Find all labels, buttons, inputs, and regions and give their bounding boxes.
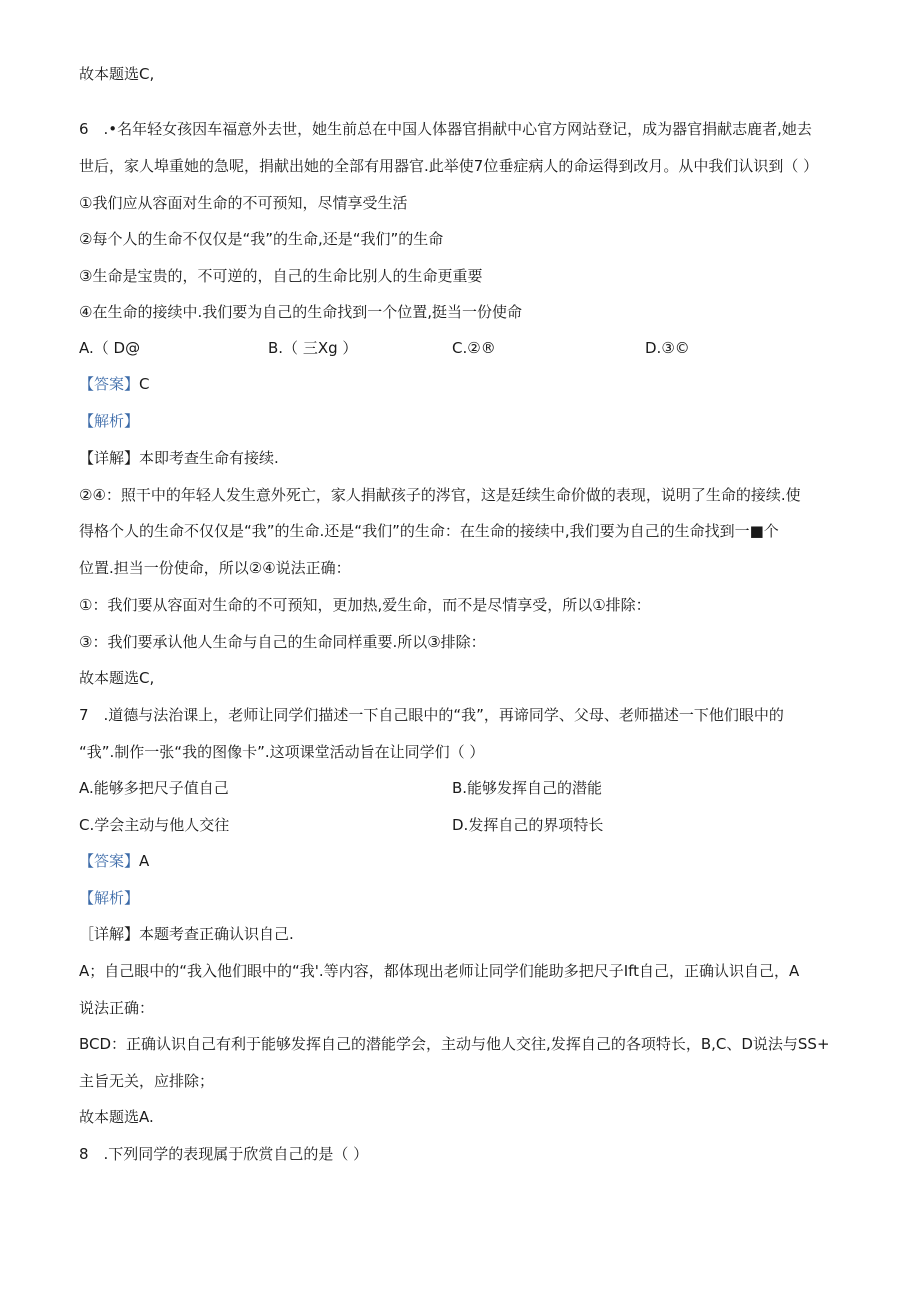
explanation-line: 主旨无关，应排除； xyxy=(79,1072,215,1090)
analysis-tag: 【解析】 xyxy=(79,412,140,430)
answer-value: A xyxy=(139,852,150,870)
question-7-stem: “我”.制作一张“我的图像卡”.这项课堂活动旨在让同学们（ ） xyxy=(79,743,485,761)
explanation-line: ②④：照干中的年轻人发生意外死亡，家人捐献孩子的涔官，这是廷续生命价做的表现，说明了生命的接续.使 xyxy=(79,486,801,504)
option-a: A.（ D@ xyxy=(79,339,141,357)
statement-1: ①我们应从容面对生命的不可预知，尽情享受生活 xyxy=(79,194,408,212)
explanation-line: ③：我们要承认他人生命与自己的生命同样重要.所以③排除： xyxy=(79,633,486,651)
conclusion-line: 故本题选C, xyxy=(79,669,155,687)
answer-line xyxy=(79,374,150,394)
statement-4: ④在生命的接续中.我们要为自己的生命找到一个位置,挺当一份使命 xyxy=(79,303,522,321)
explanation-line: 位置.担当一份使命，所以②④说法正确： xyxy=(79,559,351,577)
explanation-line: 说法正确： xyxy=(79,999,155,1017)
option-d: D.③© xyxy=(645,339,690,357)
explanation-line: BCD：正确认识自己有利于能够发挥自己的潜能学会，主动与他人交往,发挥自己的各项特长，B,C、D说法与SS+ xyxy=(79,1035,830,1053)
explanation-line: A；自己眼中的“我入他们眼中的“我'.等内容，都体现出老师让同学们能助多把尺子Ift自己，正确认识自己，A xyxy=(79,962,800,980)
question-8-stem: 8 .下列同学的表现属于欣赏自己的是（ ） xyxy=(79,1145,369,1163)
option-a: A.能够多把尺子值自己 xyxy=(79,779,229,797)
answer-line xyxy=(79,851,149,871)
option-b: B.能够发挥自己的潜能 xyxy=(452,779,603,797)
option-c: C.学会主动与他人交往 xyxy=(79,816,230,834)
option-c: C.②® xyxy=(452,339,496,357)
statement-3: ③生命是宝贵的，不可逆的，自己的生命比别人的生命更重要 xyxy=(79,267,483,285)
statement-2: ②每个人的生命不仅仅是“我”的生命,还是“我们”的生命 xyxy=(79,230,444,248)
option-d: D.发挥自己的界项特长 xyxy=(452,816,604,834)
explanation-line: ①：我们要从容面对生命的不可预知，更加热,爱生命，而不是尽情享受，所以①排除： xyxy=(79,596,651,614)
answer-value: C xyxy=(139,375,150,393)
question-6-stem: 世后，家人埠重她的急呢，捐献出她的全部有用器官.此举使7位垂症病人的命运得到改月。从中我们认识到（ ） xyxy=(79,157,819,175)
explanation-line: 得格个人的生命不仅仅是“我”的生命.还是“我们”的生命：在生命的接续中,我们要为自己的生命找到一■个 xyxy=(79,522,779,540)
detail-line: ［详解】本题考查正确认识自己. xyxy=(79,925,294,943)
text-line: 故本题选C, xyxy=(79,65,155,83)
answer-tag: 【答案】 xyxy=(79,852,140,870)
question-7-stem: 7 .道德与法治课上，老师让同学们描述一下自己眼中的“我”，再谛同学、父母、老师描述一下他们眼中的 xyxy=(79,706,784,724)
option-b: B.（ 三Xg ） xyxy=(268,339,358,357)
answer-tag: 【答案】 xyxy=(79,375,140,393)
question-6-stem: 6 .•名年轻女孩因车福意外去世，她生前总在中国人体器官捐献中心官方网站登记，成为器官捐献志鹿者,她去 xyxy=(79,120,812,138)
analysis-tag: 【解析】 xyxy=(79,889,140,907)
conclusion-line: 故本题选A. xyxy=(79,1108,154,1126)
detail-line: 【详解】本即考查生命有接续. xyxy=(79,449,279,467)
